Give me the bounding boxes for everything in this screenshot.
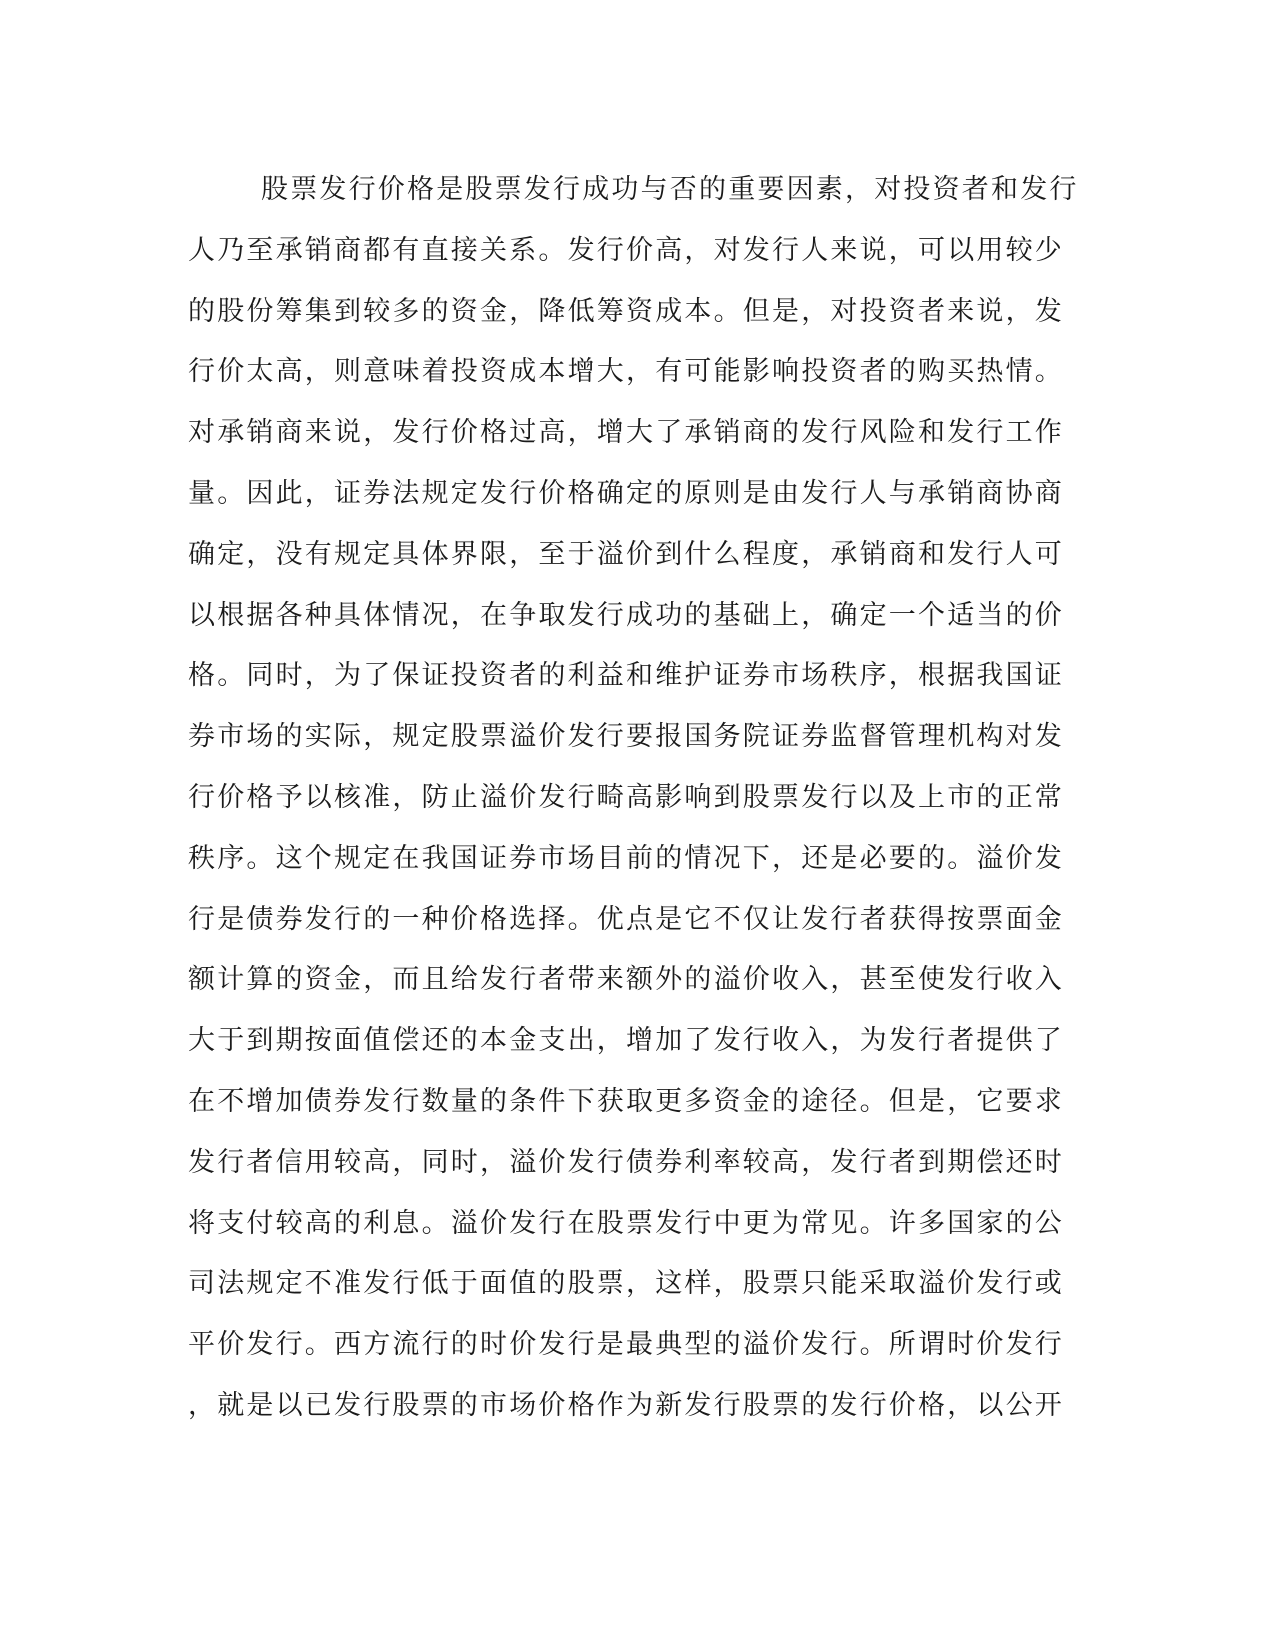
paragraph-line-3: 的股份筹集到较多的资金，降低筹资成本。但是，对投资者来说，发 bbox=[188, 295, 1064, 327]
paragraph-line-4: 行价太高，则意味着投资成本增大，有可能影响投资者的购买热情。 bbox=[188, 356, 1064, 388]
paragraph-line-2: 人乃至承销商都有直接关系。发行价高，对发行人来说，可以用较少 bbox=[188, 234, 1064, 266]
paragraph-line-6: 量。因此，证券法规定发行价格确定的原则是由发行人与承销商协商 bbox=[188, 477, 1064, 509]
paragraph-line-19: 司法规定不准发行低于面值的股票，这样，股票只能采取溢价发行或 bbox=[188, 1268, 1064, 1300]
paragraph-line-21: ，就是以已发行股票的市场价格作为新发行股票的发行价格，以公开 bbox=[188, 1389, 1064, 1421]
paragraph-line-8: 以根据各种具体情况，在争取发行成功的基础上，确定一个适当的价 bbox=[188, 599, 1064, 631]
paragraph-line-18: 将支付较高的利息。溢价发行在股票发行中更为常见。许多国家的公 bbox=[188, 1207, 1064, 1239]
paragraph-line-20: 平价发行。西方流行的时价发行是最典型的溢价发行。所谓时价发行 bbox=[188, 1329, 1064, 1361]
paragraph-line-10: 券市场的实际，规定股票溢价发行要报国务院证券监督管理机构对发 bbox=[188, 721, 1064, 753]
paragraph-line-1: 股票发行价格是股票发行成功与否的重要因素，对投资者和发行 bbox=[261, 174, 1079, 205]
body-paragraph bbox=[188, 160, 1079, 1437]
paragraph-line-5: 对承销商来说，发行价格过高，增大了承销商的发行风险和发行工作 bbox=[188, 417, 1064, 449]
paragraph-line-12: 秩序。这个规定在我国证券市场目前的情况下，还是必要的。溢价发 bbox=[188, 842, 1064, 874]
paragraph-line-13: 行是债券发行的一种价格选择。优点是它不仅让发行者获得按票面金 bbox=[188, 903, 1064, 935]
paragraph-line-11: 行价格予以核准，防止溢价发行畸高影响到股票发行以及上市的正常 bbox=[188, 781, 1064, 813]
paragraph-line-14: 额计算的资金，而且给发行者带来额外的溢价收入，甚至使发行收入 bbox=[188, 964, 1064, 996]
paragraph-line-9: 格。同时，为了保证投资者的利益和维护证券市场秩序，根据我国证 bbox=[188, 660, 1064, 692]
paragraph-line-16: 在不增加债券发行数量的条件下获取更多资金的途径。但是，它要求 bbox=[188, 1085, 1064, 1117]
paragraph-line-7: 确定，没有规定具体界限，至于溢价到什么程度，承销商和发行人可 bbox=[188, 538, 1064, 570]
paragraph-line-17: 发行者信用较高，同时，溢价发行债券利率较高，发行者到期偿还时 bbox=[188, 1146, 1064, 1178]
paragraph-line-15: 大于到期按面值偿还的本金支出，增加了发行收入，为发行者提供了 bbox=[188, 1025, 1064, 1057]
